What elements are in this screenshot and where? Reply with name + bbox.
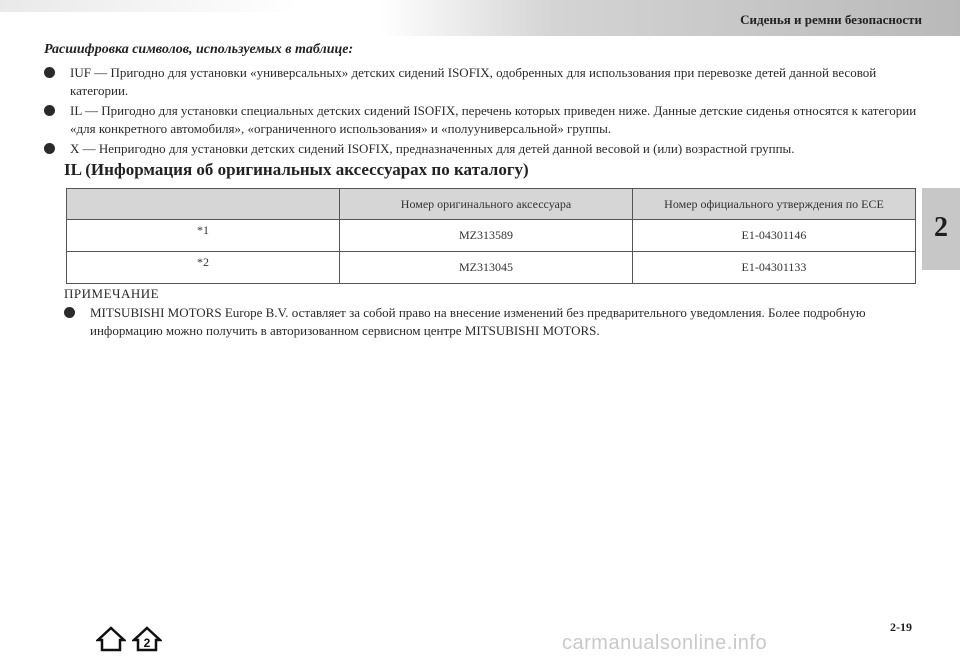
home-icon[interactable]	[96, 626, 126, 652]
table-header-cell: Номер оригинального аксессуара	[340, 189, 633, 220]
header-bar	[380, 0, 960, 36]
table-header-cell: Номер официального утверждения по ECE	[633, 189, 916, 220]
top-left-shade	[0, 0, 300, 12]
legend-title: Расшифровка символов, используемых в таблице:	[44, 42, 354, 57]
table-cell-approval: E1-04301133	[633, 252, 916, 284]
legend-item-iuf: IUF — Пригодно для установки «универсальных» детских сидений ISOFIX, одобренных для использования при перевозке детей данной весовой категории.	[70, 65, 877, 98]
table-cell-accessory: MZ313045	[340, 252, 633, 284]
chapter-home-badge: 2	[143, 636, 151, 650]
list-item	[44, 64, 924, 100]
chapter-tab[interactable]	[922, 188, 960, 270]
list-item	[44, 102, 924, 138]
legend-item-x: X — Непригодно для установки детских сидений ISOFIX, предназначенных для детей данной весовой и (или) возрастной группы.	[70, 141, 795, 156]
note-item: MITSUBISHI MOTORS Europe B.V. оставляет за собой право на внесение изменений без предварительного уведомления. Более подробную информацию можно получить в авторизованном сервисном центре MITSUBISHI MOTORS.	[90, 305, 866, 338]
table-row	[67, 252, 916, 284]
chapter-home-icon[interactable]	[132, 626, 162, 652]
accessory-table	[66, 188, 916, 284]
bullet-icon	[44, 67, 55, 78]
legend-item-il: IL — Пригодно для установки специальных детских сидений ISOFIX, перечень которых приведен ниже. Данные детские сиденья относятся к категории «для конкретного автомобиля», «ограниченного использования» и «полууниверсальной» группы.	[70, 103, 917, 136]
bullet-icon	[44, 105, 55, 116]
chapter-tab-number: 2	[934, 212, 948, 243]
table-row	[67, 220, 916, 252]
note-list	[64, 304, 924, 342]
table-cell-accessory: MZ313589	[340, 220, 633, 252]
list-item	[44, 140, 924, 158]
table-cell-approval: E1-04301146	[633, 220, 916, 252]
table-cell-ref: *2	[67, 252, 340, 284]
section-heading: IL (Информация об оригинальных аксессуарах по каталогу)	[64, 160, 529, 179]
list-item	[64, 304, 924, 340]
table-header-row	[67, 189, 916, 220]
table-cell-ref: *1	[67, 220, 340, 252]
legend-list	[44, 64, 924, 160]
page-header-title: Сиденья и ремни безопасности	[740, 12, 922, 27]
footer-nav-icons	[96, 626, 162, 652]
watermark: carmanualsonline.info	[562, 632, 768, 654]
note-title: ПРИМЕЧАНИЕ	[64, 286, 160, 301]
bullet-icon	[44, 143, 55, 154]
page-number: 2-19	[890, 620, 912, 634]
bullet-icon	[64, 307, 75, 318]
table-header-cell	[67, 189, 340, 220]
